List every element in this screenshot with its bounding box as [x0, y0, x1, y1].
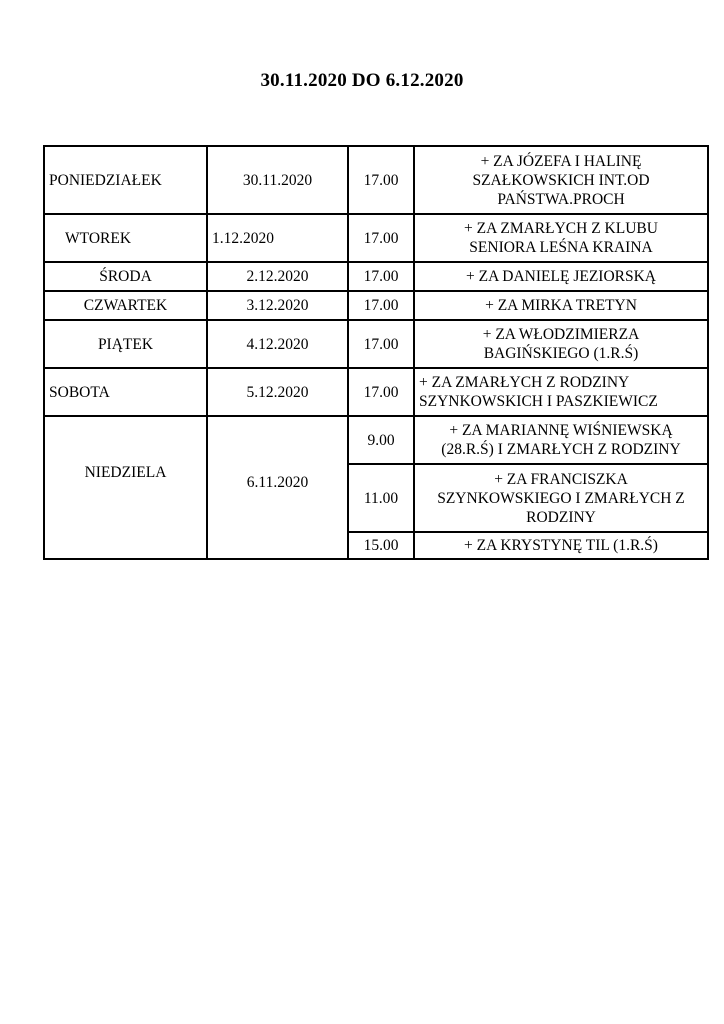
- time-cell: 11.00: [348, 464, 414, 532]
- table-row: [44, 262, 708, 291]
- table-row: [44, 416, 708, 464]
- day-cell: WTOREK: [44, 214, 207, 262]
- page-title: 30.11.2020 DO 6.12.2020: [260, 70, 464, 91]
- intention-cell: + ZA MARIANNĘ WIŚNIEWSKĄ (28.R.Ś) I ZMARŁYCH Z RODZINY: [414, 416, 708, 464]
- table-row: [44, 368, 708, 416]
- time-cell: 15.00: [348, 532, 414, 559]
- intention-cell: + ZA DANIELĘ JEZIORSKĄ: [414, 262, 708, 291]
- time-cell: 17.00: [348, 214, 414, 262]
- table-row: [44, 320, 708, 368]
- intention-cell: + ZA ZMARŁYCH Z KLUBU SENIORA LEŚNA KRAINA: [414, 214, 708, 262]
- time-cell: 17.00: [348, 262, 414, 291]
- time-cell: 9.00: [348, 416, 414, 464]
- time-cell: 17.00: [348, 291, 414, 320]
- date-cell: 2.12.2020: [207, 262, 348, 291]
- intention-cell: + ZA WŁODZIMIERZA BAGIŃSKIEGO (1.R.Ś): [414, 320, 708, 368]
- day-cell: NIEDZIELA: [44, 416, 207, 559]
- day-cell: ŚRODA: [44, 262, 207, 291]
- date-cell: 3.12.2020: [207, 291, 348, 320]
- intention-cell: + ZA JÓZEFA I HALINĘ SZAŁKOWSKICH INT.OD PAŃSTWA.PROCH: [414, 146, 708, 214]
- date-cell: 30.11.2020: [207, 146, 348, 214]
- time-cell: 17.00: [348, 368, 414, 416]
- table-row: [44, 214, 708, 262]
- intention-cell: + ZA KRYSTYNĘ TIL (1.R.Ś): [414, 532, 708, 559]
- date-cell: 1.12.2020: [207, 214, 348, 262]
- table-row: [44, 291, 708, 320]
- day-cell: CZWARTEK: [44, 291, 207, 320]
- date-cell: 4.12.2020: [207, 320, 348, 368]
- table-row: [44, 146, 708, 214]
- day-cell: SOBOTA: [44, 368, 207, 416]
- day-cell: PIĄTEK: [44, 320, 207, 368]
- intention-cell: + ZA MIRKA TRETYN: [414, 291, 708, 320]
- intention-cell: + ZA ZMARŁYCH Z RODZINY SZYNKOWSKICH I PASZKIEWICZ: [414, 368, 708, 416]
- day-cell: PONIEDZIAŁEK: [44, 146, 207, 214]
- mass-schedule-table: [43, 145, 709, 560]
- intention-cell: + ZA FRANCISZKA SZYNKOWSKIEGO I ZMARŁYCH Z RODZINY: [414, 464, 708, 532]
- time-cell: 17.00: [348, 146, 414, 214]
- time-cell: 17.00: [348, 320, 414, 368]
- date-cell: 5.12.2020: [207, 368, 348, 416]
- date-cell: 6.11.2020: [207, 416, 348, 559]
